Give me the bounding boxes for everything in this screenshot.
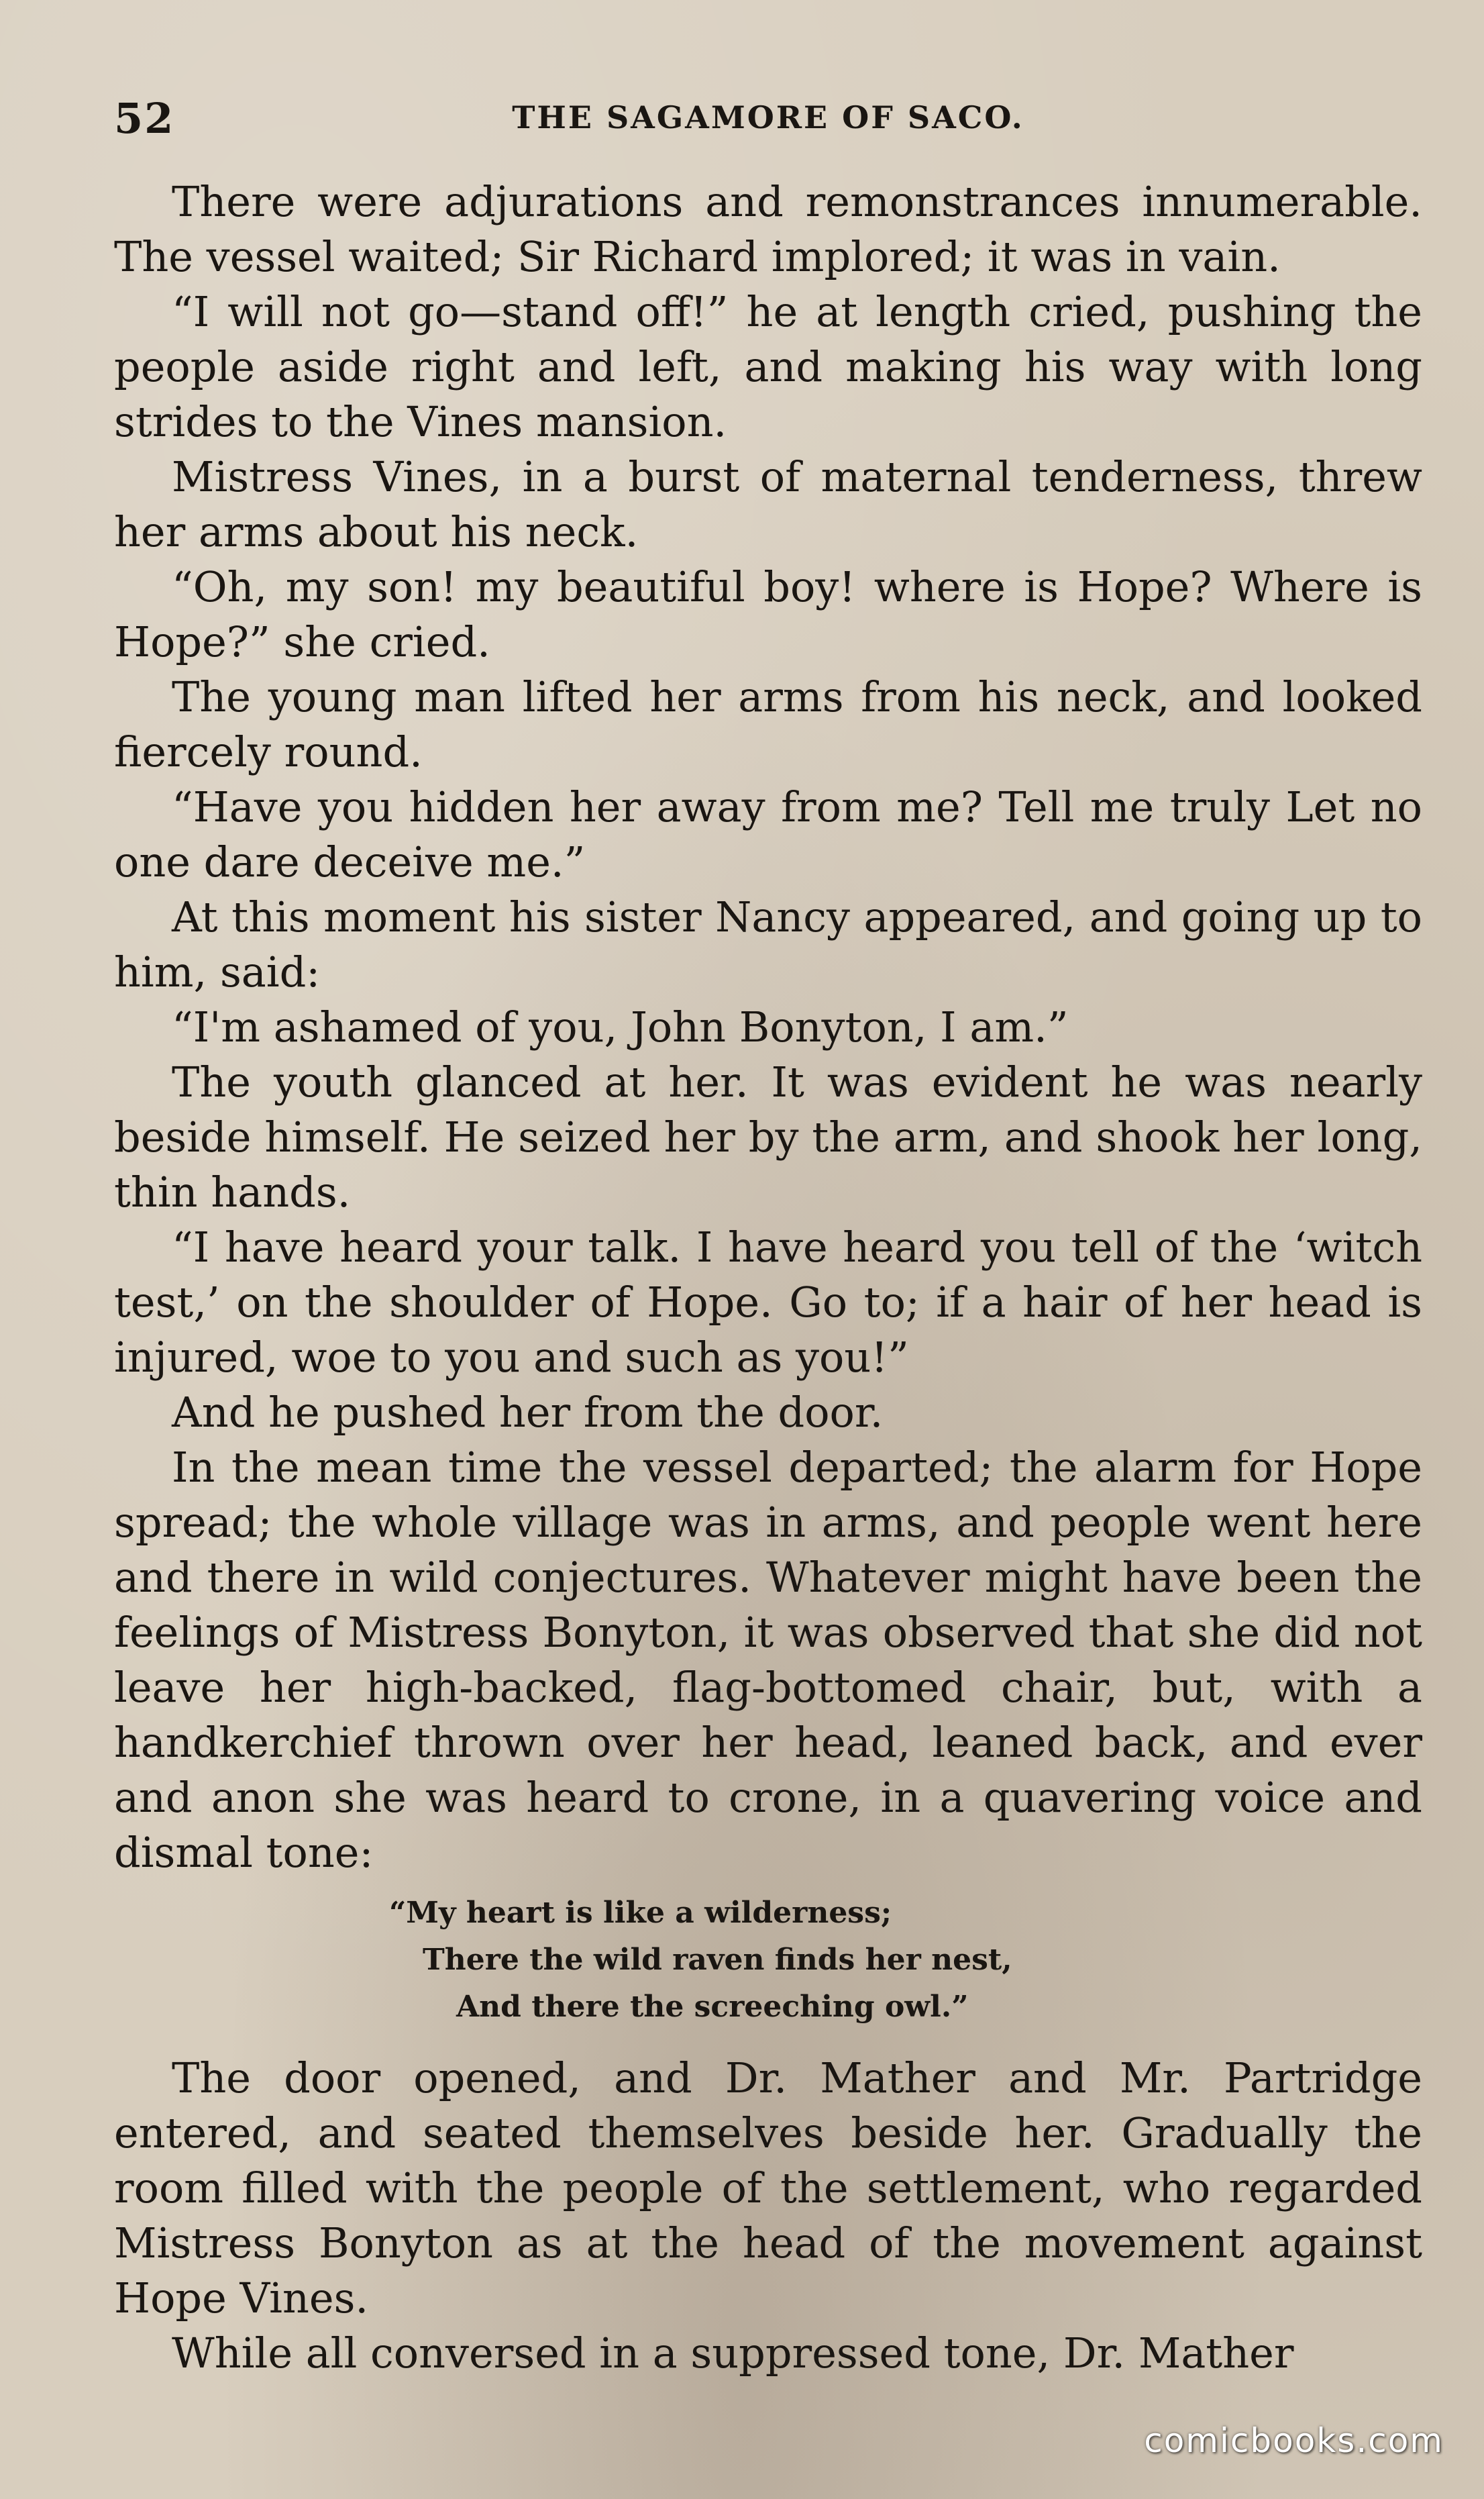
verse-quotation — [114, 1890, 1422, 2031]
paragraph: “Have you hidden her away from me? Tell me truly Let no one dare deceive me.” — [114, 782, 1422, 886]
paragraph: The youth glanced at her. It was evident he was nearly beside himself. He seized her by the arm, and shook her long, thin hands. — [114, 1058, 1422, 1217]
running-head — [114, 87, 1422, 148]
book-page — [114, 87, 1422, 2381]
paragraph: In the mean time the vessel departed; the alarm for Hope spread; the whole village was in arms, and people went here and there in wild conjectures. Whatever might have been the feelings of Mistress Bonyton, it was observed that she did not leave her high-backed, flag-bottomed chair, but, with a handkerchief thrown over her head, leaned back, and ever and anon she was heard to crone, in a quavering voice and dismal tone: — [114, 1443, 1422, 1877]
verse-line: And there the screeching owl.” — [456, 1990, 969, 2024]
running-title: THE SAGAMORE OF SACO. — [512, 99, 1024, 136]
watermark: comicbooks.com — [1144, 2421, 1444, 2460]
paragraph: There were adjurations and remonstrances innumerable. The vessel waited; Sir Richard implored; it was in vain. — [114, 177, 1422, 281]
paragraph: At this moment his sister Nancy appeared, and going up to him, said: — [114, 892, 1422, 997]
paragraph: “I have heard your talk. I have heard you tell of the ‘witch test,’ on the shoulder of Hope. Go to; if a hair of her head is injured, woe to you and such as you!” — [114, 1223, 1422, 1382]
paragraph: “Oh, my son! my beautiful boy! where is Hope? Where is Hope?” she cried. — [114, 562, 1422, 666]
paragraph: The young man lifted her arms from his neck, and looked fiercely round. — [114, 672, 1422, 776]
body-text — [114, 174, 1422, 2381]
paragraph: “I'm ashamed of you, John Bonyton, I am.” — [172, 1003, 1069, 1052]
verse-line: “My heart is like a wilderness; — [389, 1896, 892, 1930]
paragraph: Mistress Vines, in a burst of maternal tenderness, threw her arms about his neck. — [114, 452, 1422, 556]
paragraph: And he pushed her from the door. — [172, 1388, 884, 1437]
paragraph: While all conversed in a suppressed tone, Dr. Mather — [172, 2329, 1294, 2378]
page-number: 52 — [114, 94, 175, 143]
paragraph: “I will not go—stand off!” he at length cried, pushing the people aside right and left, and making his way with long strides to the Vines mansion. — [114, 287, 1422, 446]
paragraph: The door opened, and Dr. Mather and Mr. Partridge entered, and seated themselves beside her. Gradually the room filled with the people of the settlement, who regarded Mistress Bonyton as at the head of the movement against Hope Vines. — [114, 2053, 1422, 2323]
verse-line: There the wild raven finds her nest, — [423, 1943, 1012, 1977]
